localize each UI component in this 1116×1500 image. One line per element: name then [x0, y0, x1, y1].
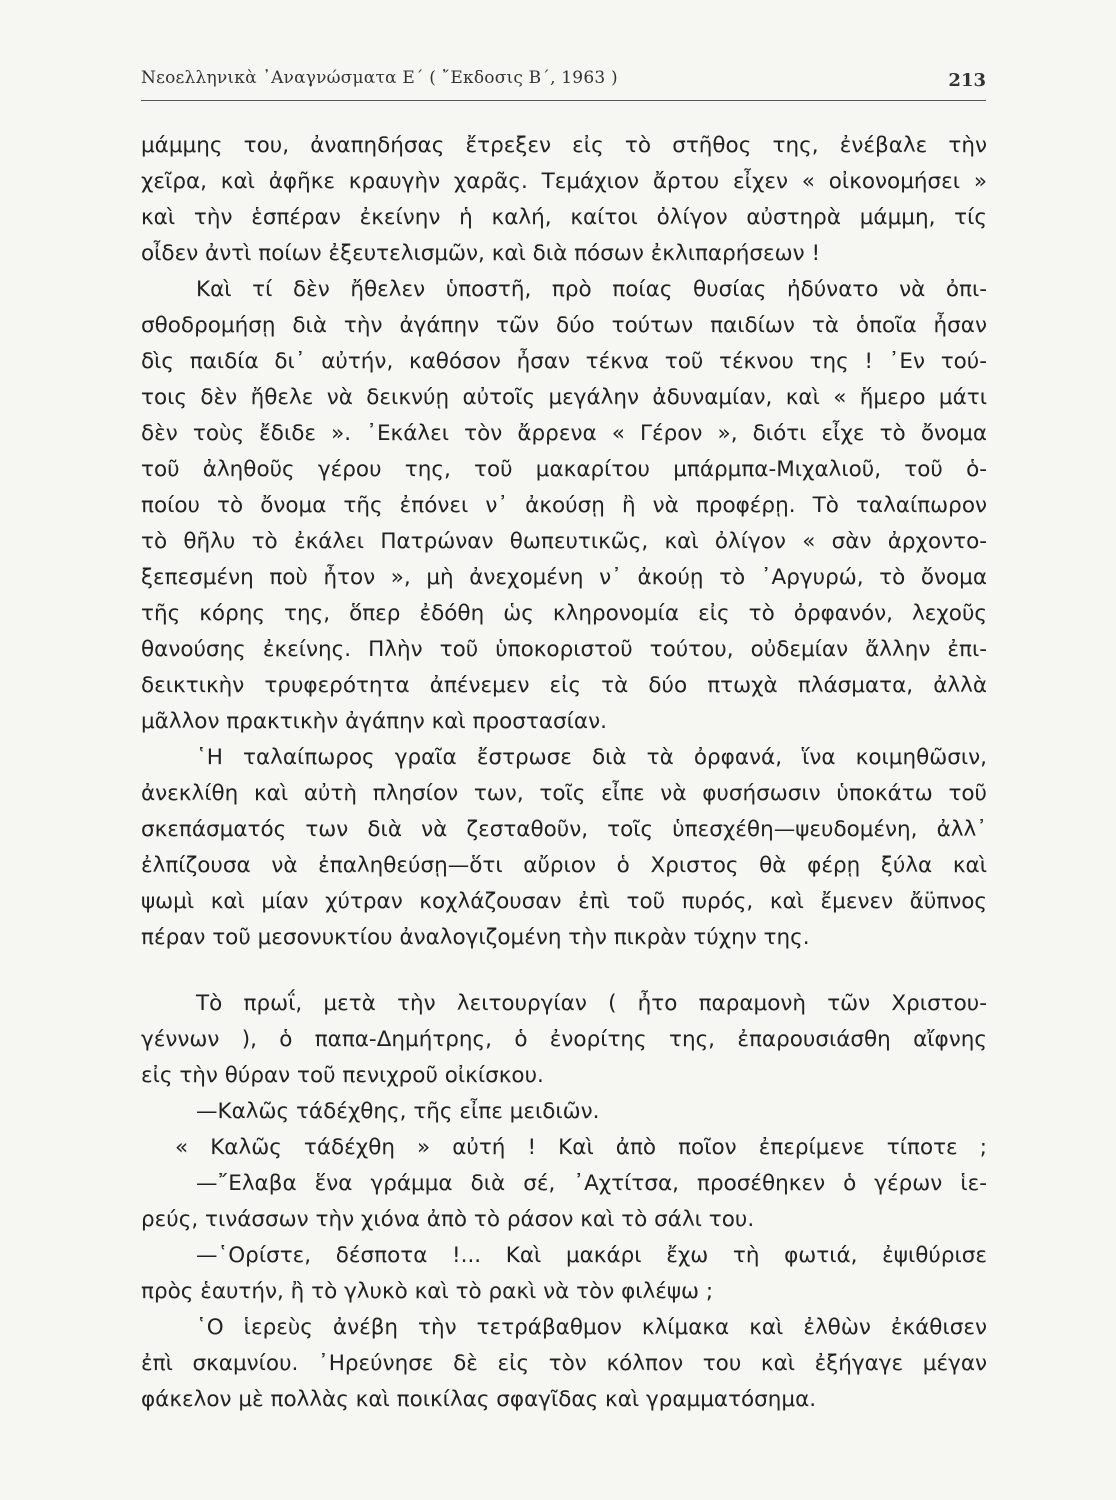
paragraph-gap [141, 956, 987, 986]
text-line: τὸ θῆλυ τὸ ἐκάλει Πατρώναν θωπευτικῶς, καὶ ὀλίγον « σὰν ἀρχοντο- [141, 529, 987, 554]
text-line: τῆς κόρης της, ὅπερ ἐδόθη ὡς κληρονομία εἰς τὸ ὀρφανόν, λεχοῦς [141, 601, 987, 626]
text-line: οἶδεν ἀντὶ ποίων ἐξευτελισμῶν, καὶ διὰ πόσων ἐκλιπαρήσεων ! [141, 241, 821, 266]
text-line: Καὶ τί δὲν ἤθελεν ὑποστῆ, πρὸ ποίας θυσίας ἠδύνατο νὰ ὀπι- [196, 277, 987, 302]
text-line: θανούσης ἐκείνης. Πλὴν τοῦ ὑποκοριστοῦ τούτου, οὐδεμίαν ἄλλην ἐπι- [141, 637, 987, 662]
text-line: δεικτικὴν τρυφερότητα ἀπένεμεν εἰς τὰ δύο πτωχὰ πλάσματα, ἀλλὰ [141, 673, 987, 698]
text-line: δὲν τοὺς ἔδιδε ». ᾿Εκάλει τὸν ἄρρενα « Γέρον », διότι εἶχε τὸ ὄνομα [141, 421, 987, 446]
text-line: ἀνεκλίθη καὶ αὐτὴ πλησίον των, τοῖς εἶπε νὰ φυσήσωσιν ὑποκάτω τοῦ [141, 781, 987, 806]
text-line: δὶς παιδία δι᾿ αὐτήν, καθόσον ἦσαν τέκνα τοῦ τέκνου της ! ᾿Εν τού- [141, 349, 987, 374]
header-rule [141, 100, 986, 101]
text-line: ἐπὶ σκαμνίου. ᾿Ηρεύνησε δὲ εἰς τὸν κόλπον του καὶ ἐξήγαγε μέγαν [141, 1351, 987, 1376]
running-header [141, 68, 986, 98]
text-line: —Καλῶς τάδέχθης, τῆς εἶπε μειδιῶν. [196, 1099, 600, 1124]
text-line: σκεπάσματός των διὰ νὰ ζεσταθοῦν, τοῖς ὑπεσχέθη—ψευδομένη, ἀλλ᾿ [141, 817, 987, 842]
text-line: ῾Ο ἱερεὺς ἀνέβη τὴν τετράβαθμον κλίμακα καὶ ἐλθὼν ἐκάθισεν [196, 1315, 987, 1340]
text-line: φάκελον μὲ πολλὰς καὶ ποικίλας σφαγῖδας καὶ γραμματόσημα. [141, 1387, 817, 1412]
text-line: ξεπεσμένη ποὺ ἦτον », μὴ ἀνεχομένη ν᾿ ἀκούῃ τὸ ᾿Αργυρώ, τὸ ὄνομα [141, 565, 987, 590]
body-text [141, 128, 987, 1418]
header-title: Νεοελληνικὰ ᾿Αναγνώσματα Ε΄ ( ῎Εκδοσις Β΄, 1963 ) [141, 68, 618, 88]
text-line: ρεύς, τινάσσων τὴν χιόνα ἀπὸ τὸ ράσον καὶ τὸ σάλι του. [141, 1207, 755, 1232]
text-line: καὶ τὴν ἑσπέραν ἐκείνην ἡ καλή, καίτοι ὀλίγον αὐστηρὰ μάμμη, τίς [141, 205, 987, 230]
text-line: μᾶλλον πρακτικὴν ἀγάπην καὶ προστασίαν. [141, 709, 607, 734]
text-line: γέννων ), ὁ παπα-Δημήτρης, ὁ ἐνορίτης της, ἐπαρουσιάσθη αἴφνης [141, 1027, 987, 1052]
text-line: Τὸ πρωΐ, μετὰ τὴν λειτουργίαν ( ἦτο παραμονὴ τῶν Χριστου- [196, 991, 987, 1016]
text-line: τοῦ ἀληθοῦς γέρου της, τοῦ μακαρίτου μπάρμπα-Μιχαλιοῦ, τοῦ ὁ- [141, 457, 987, 482]
text-line: μάμμης του, ἀναπηδήσας ἔτρεξεν εἰς τὸ στῆθος της, ἐνέβαλε τὴν [141, 133, 987, 158]
page-number: 213 [948, 70, 986, 91]
text-line: χεῖρα, καὶ ἀφῆκε κραυγὴν χαρᾶς. Τεμάχιον ἄρτου εἶχεν « οἰκονομήσει » [141, 169, 987, 194]
text-line: —῎Ελαβα ἕνα γράμμα διὰ σέ, ᾿Αχτίτσα, προσέθηκεν ὁ γέρων ἱε- [196, 1171, 987, 1196]
text-line: σθοδρομήσῃ διὰ τὴν ἀγάπην τῶν δύο τούτων παιδίων τὰ ὁποῖα ἦσαν [141, 313, 987, 338]
text-line: —῾Ορίστε, δέσποτα !... Καὶ μακάρι ἔχω τὴ φωτιά, ἐψιθύρισε [196, 1243, 987, 1268]
text-line: ψωμὶ καὶ μίαν χύτραν κοχλάζουσαν ἐπὶ τοῦ πυρός, καὶ ἔμενεν ἄϋπνος [141, 889, 987, 914]
text-line: ῾Η ταλαίπωρος γραῖα ἔστρωσε διὰ τὰ ὀρφανά, ἵνα κοιμηθῶσιν, [196, 745, 987, 770]
text-line: ποίου τὸ ὄνομα τῆς ἐπόνει ν᾿ ἀκούσῃ ἢ νὰ προφέρῃ. Τὸ ταλαίπωρον [141, 493, 987, 518]
text-line: εἰς τὴν θύραν τοῦ πενιχροῦ οἰκίσκου. [141, 1063, 544, 1088]
text-line: « Καλῶς τάδέχθη » αὐτή ! Καὶ ἀπὸ ποῖον ἐπερίμενε τίποτε ; [175, 1135, 987, 1160]
text-line: πρὸς ἑαυτήν, ἢ τὸ γλυκὸ καὶ τὸ ρακὶ νὰ τὸν φιλέψω ; [141, 1279, 714, 1304]
text-line: ἐλπίζουσα νὰ ἐπαληθεύσῃ—ὅτι αὔριον ὁ Χριστος θὰ φέρῃ ξύλα καὶ [141, 853, 987, 878]
text-line: τοις δὲν ἤθελε νὰ δεικνύῃ αὐτοῖς μεγάλην ἀδυναμίαν, καὶ « ἥμερο μάτι [141, 385, 987, 410]
text-line: πέραν τοῦ μεσονυκτίου ἀναλογιζομένη τὴν πικρὰν τύχην της. [141, 925, 810, 950]
